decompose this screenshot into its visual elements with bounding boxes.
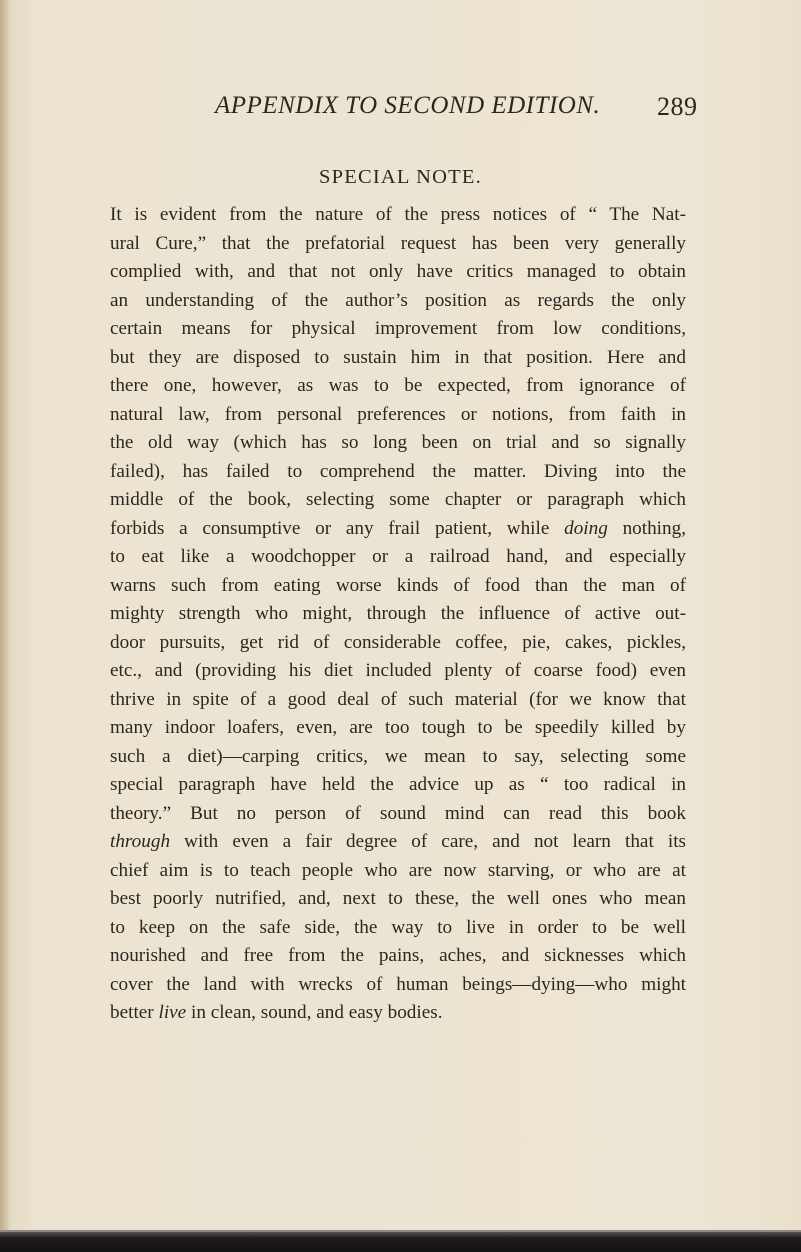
text-line — [110, 629, 686, 658]
page-bottom-edge — [0, 1232, 801, 1252]
text-run: chief aim is to teach people who are now starving, or who are at — [110, 859, 686, 881]
italic-text: doing — [564, 517, 608, 539]
text-run: in clean, sound, and easy bodies. — [186, 1002, 443, 1023]
text-line — [110, 857, 686, 886]
running-title: APPENDIX TO SECOND EDITION. — [215, 92, 601, 119]
text-run: door pursuits, get rid of considerable coffee, pie, cakes, pickles, — [110, 631, 686, 653]
text-run: such a diet)—carping critics, we mean to say, selecting some — [110, 745, 686, 767]
page-number: 289 — [657, 92, 698, 121]
text-run: better — [110, 1002, 159, 1023]
text-line — [110, 800, 686, 829]
text-line — [110, 572, 686, 601]
text-line — [110, 743, 686, 772]
text-line — [110, 771, 686, 800]
text-run: but they are disposed to sustain him in that position. Here and — [110, 346, 686, 368]
text-run: an understanding of the author’s position as regards the only — [110, 289, 686, 311]
text-run: thrive in spite of a good deal of such material (for we know that — [110, 688, 686, 710]
text-run: the old way (which has so long been on trial and so signally — [110, 432, 686, 453]
text-line — [110, 600, 686, 629]
text-run: It is evident from the nature of the press notices of “ The Nat- — [110, 204, 686, 225]
text-run: with even a fair degree of care, and not learn that its — [170, 831, 686, 852]
text-line — [110, 401, 686, 430]
text-run: special paragraph have held the advice up as “ too radical in — [110, 774, 686, 795]
text-run: theory.” But no person of sound mind can read this book — [110, 802, 686, 824]
section-heading: SPECIAL NOTE. — [319, 166, 482, 188]
italic-text: through — [110, 831, 171, 852]
text-line — [110, 486, 686, 515]
text-run: to keep on the safe side, the way to live in order to be well — [110, 916, 686, 938]
text-run: forbids a consumptive or any frail patient, while — [110, 517, 565, 539]
text-line — [110, 543, 686, 572]
text-line — [110, 515, 686, 544]
text-line — [110, 999, 686, 1028]
text-run: failed), has failed to comprehend the matter. Diving into the — [110, 460, 686, 482]
text-run: nourished and free from the pains, aches, and sicknesses which — [110, 945, 686, 966]
text-line — [110, 230, 686, 259]
text-run: there one, however, as was to be expected, from ignorance of — [110, 375, 686, 396]
text-run: many indoor loafers, even, are too tough to be speedily killed by — [110, 717, 686, 738]
text-line — [110, 714, 686, 743]
text-run: middle of the book, selecting some chapter or paragraph which — [110, 489, 686, 510]
italic-text: live — [158, 1002, 187, 1023]
text-line — [110, 344, 686, 373]
text-run: to eat like a woodchopper or a railroad hand, and especially — [110, 546, 686, 567]
text-line — [110, 315, 686, 344]
text-line — [110, 942, 686, 971]
text-line — [110, 372, 686, 401]
text-line — [110, 657, 686, 686]
text-run: etc., and (providing his diet included plenty of coarse food) even — [110, 660, 686, 681]
text-run: warns such from eating worse kinds of food than the man of — [110, 574, 686, 596]
text-line — [110, 258, 686, 287]
text-run: cover the land with wrecks of human beings—dying—who might — [110, 973, 686, 995]
text-line — [110, 914, 686, 943]
text-line — [110, 828, 686, 857]
text-run: complied with, and that not only have critics managed to obtain — [110, 261, 686, 282]
text-line — [110, 458, 686, 487]
text-line — [110, 429, 686, 458]
text-line — [110, 885, 686, 914]
text-line — [110, 971, 686, 1000]
text-line — [110, 686, 686, 715]
text-run: nothing, — [607, 517, 686, 539]
body-paragraph — [110, 201, 686, 1028]
text-run: natural law, from personal preferences or notions, from faith in — [110, 403, 686, 425]
running-head — [215, 92, 735, 132]
text-line — [110, 201, 686, 230]
text-run: certain means for physical improvement from low conditions, — [110, 318, 686, 339]
text-run: ural Cure,” that the prefatorial request has been very generally — [110, 232, 686, 254]
text-run: mighty strength who might, through the influence of active out- — [110, 603, 686, 624]
text-run: best poorly nutrified, and, next to these, the well ones who mean — [110, 888, 686, 909]
text-line — [110, 287, 686, 316]
